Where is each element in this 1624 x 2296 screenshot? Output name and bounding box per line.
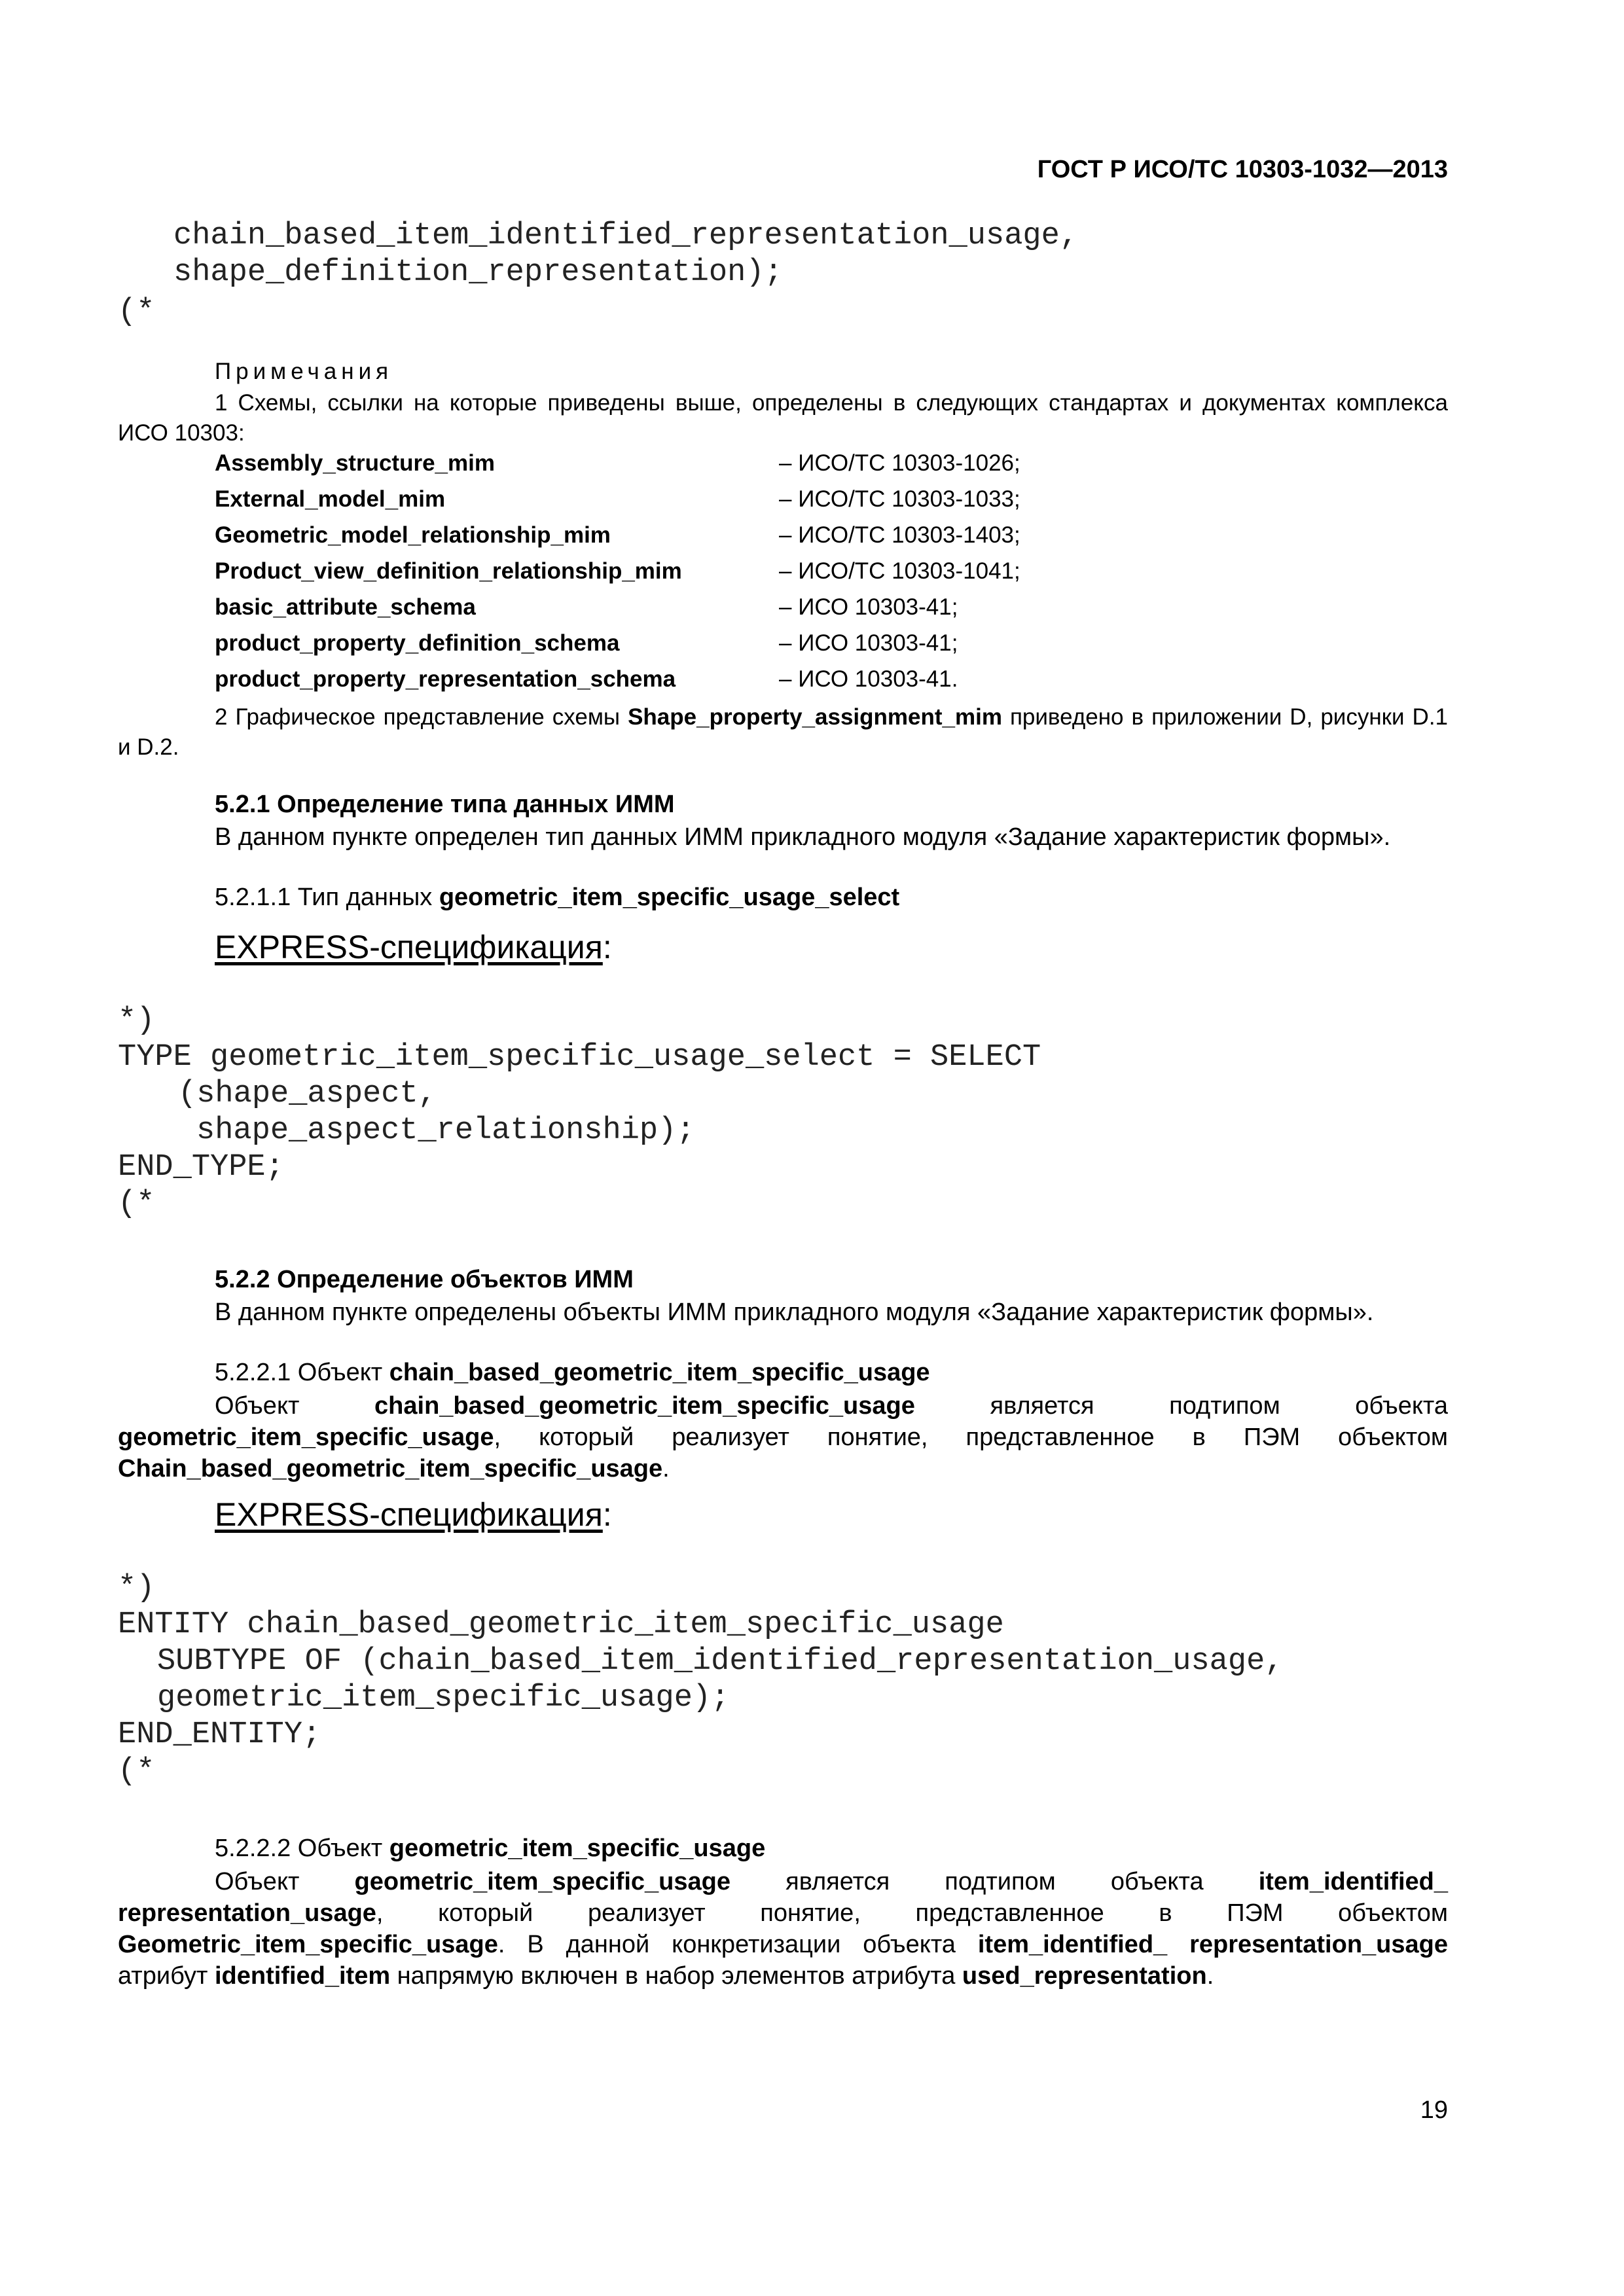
code-line: (shape_aspect, bbox=[178, 1077, 437, 1111]
entity-name: geometric_item_specific_usage bbox=[354, 1868, 731, 1895]
notes-title: Примечания bbox=[215, 359, 393, 384]
note-1-text-a: 1 Схемы, ссылки на которые приведены выше, определены в следующих стандартах и документах bbox=[215, 390, 1326, 416]
paragraph bbox=[118, 1866, 1448, 1992]
text-run: Объект bbox=[215, 1392, 375, 1420]
code-line: END_ENTITY; bbox=[118, 1717, 321, 1752]
note-1-text-b: комплекса ИСО 10303: bbox=[118, 390, 1448, 446]
code-line: geometric_item_specific_usage); bbox=[157, 1681, 730, 1715]
express-spec-label bbox=[215, 1496, 612, 1534]
subsection-heading bbox=[215, 884, 899, 912]
paragraph bbox=[118, 1390, 1448, 1484]
page-number: 19 bbox=[1420, 2096, 1448, 2124]
text-run: . bbox=[1206, 1962, 1214, 1990]
code-line: SUBTYPE OF (chain_based_item_identified_representation_usage, bbox=[157, 1644, 1284, 1679]
code-line: chain_based_item_identified_representation_usage, bbox=[173, 219, 1079, 253]
text-run: . В данной конкретизации объекта bbox=[497, 1931, 978, 1958]
text-run: Объект bbox=[215, 1868, 355, 1895]
schema-ref: – ИСО/ТС 10303-1041; bbox=[779, 558, 1020, 584]
subsection-entity: geometric_item_specific_usage bbox=[389, 1835, 766, 1862]
entity-name: item_identified_ representation_usage bbox=[977, 1931, 1448, 1958]
text-run: атрибут bbox=[118, 1962, 215, 1990]
schema-name: basic_attribute_schema bbox=[215, 594, 476, 620]
code-line: *) bbox=[118, 1003, 155, 1038]
subsection-heading bbox=[215, 1359, 930, 1387]
text-run: является подтипом объекта bbox=[914, 1392, 1448, 1420]
attribute-name: identified_item bbox=[214, 1962, 391, 1990]
code-line: *) bbox=[118, 1571, 155, 1605]
schema-name: External_model_mim bbox=[215, 486, 446, 512]
schema-ref: – ИСО/ТС 10303-1033; bbox=[779, 486, 1020, 512]
section-heading: 5.2.2 Определение объектов ИММ bbox=[215, 1266, 634, 1293]
subsection-number: 5.2.1.1 Тип данных bbox=[215, 884, 439, 911]
subsection-number: 5.2.2.1 Объект bbox=[215, 1359, 389, 1386]
schema-name: Assembly_structure_mim bbox=[215, 450, 495, 476]
express-colon: : bbox=[602, 929, 612, 965]
code-line: ENTITY chain_based_geometric_item_specific_usage bbox=[118, 1607, 1004, 1642]
text-run: . bbox=[662, 1455, 670, 1482]
subsection-heading bbox=[215, 1835, 765, 1863]
subsection-entity: geometric_item_specific_usage_select bbox=[439, 884, 900, 911]
schema-ref: – ИСО/ТС 10303-1403; bbox=[779, 522, 1020, 548]
express-colon: : bbox=[602, 1496, 612, 1533]
entity-name: Chain_based_geometric_item_specific_usage bbox=[118, 1455, 663, 1482]
schema-ref: – ИСО 10303-41. bbox=[779, 666, 958, 692]
text-run: , который реализует понятие, представленное в ПЭМ объектом bbox=[494, 1424, 1448, 1451]
text-run: напрямую включен в набор элементов атрибута bbox=[390, 1962, 962, 1990]
entity-name: chain_based_geometric_item_specific_usage bbox=[374, 1392, 915, 1420]
code-line: shape_aspect_relationship); bbox=[196, 1113, 695, 1148]
schema-name: product_property_definition_schema bbox=[215, 630, 620, 656]
schema-name: Product_view_definition_relationship_mim bbox=[215, 558, 682, 584]
text-run: , который реализует понятие, представленное в ПЭМ объектом bbox=[376, 1899, 1448, 1927]
express-spec-label bbox=[215, 928, 612, 966]
schema-ref: – ИСО 10303-41; bbox=[779, 630, 958, 656]
section-heading: 5.2.1 Определение типа данных ИММ bbox=[215, 791, 675, 818]
text-run: является подтипом объекта bbox=[731, 1868, 1259, 1895]
code-line: (* bbox=[118, 295, 155, 329]
express-spec-link: EXPRESS-спецификация bbox=[215, 1496, 603, 1533]
schema-ref: – ИСО/ТС 10303-1026; bbox=[779, 450, 1020, 476]
entity-name: geometric_item_specific_usage bbox=[118, 1424, 494, 1451]
subsection-entity: chain_based_geometric_item_specific_usage bbox=[389, 1359, 930, 1386]
note-1 bbox=[118, 388, 1448, 448]
express-spec-link: EXPRESS-спецификация bbox=[215, 929, 603, 965]
paragraph: В данном пункте определен тип данных ИММ прикладного модуля «Задание характеристик формы». bbox=[215, 823, 1391, 851]
paragraph: В данном пункте определены объекты ИММ прикладного модуля «Задание характеристик формы». bbox=[215, 1299, 1374, 1326]
code-line: (* bbox=[118, 1187, 155, 1221]
subsection-number: 5.2.2.2 Объект bbox=[215, 1835, 389, 1862]
note-2 bbox=[118, 702, 1448, 762]
code-line: shape_definition_representation); bbox=[173, 255, 783, 290]
document-header: ГОСТ Р ИСО/ТС 10303-1032—2013 bbox=[1037, 156, 1448, 183]
schema-name: product_property_representation_schema bbox=[215, 666, 676, 692]
entity-name: item_identified_ representation_usage bbox=[118, 1868, 1448, 1927]
entity-name: Geometric_item_specific_usage bbox=[118, 1931, 498, 1958]
code-line: TYPE geometric_item_specific_usage_select = SELECT bbox=[118, 1040, 1041, 1075]
note-2-text-a: 2 Графическое представление схемы bbox=[215, 704, 628, 730]
note-2-text-c: приведено в приложении D, рисунки D.1 и D.2. bbox=[118, 704, 1449, 760]
schema-ref: – ИСО 10303-41; bbox=[779, 594, 958, 620]
schema-name: Geometric_model_relationship_mim bbox=[215, 522, 611, 548]
note-2-schema: Shape_property_assignment_mim bbox=[628, 704, 1002, 730]
code-line: (* bbox=[118, 1754, 155, 1789]
code-line: END_TYPE; bbox=[118, 1150, 284, 1185]
attribute-name: used_representation bbox=[962, 1962, 1207, 1990]
